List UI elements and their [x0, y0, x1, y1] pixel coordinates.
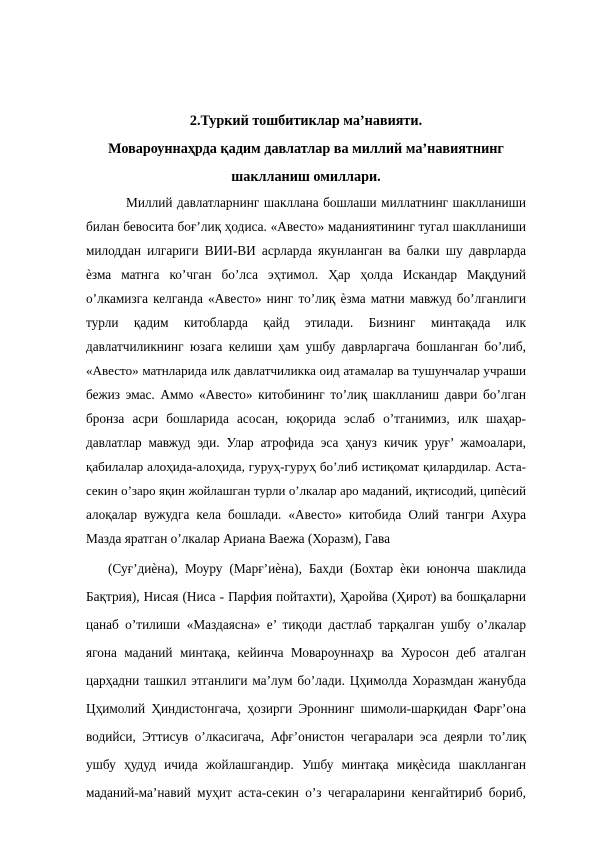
paragraph-1-line: Мазда яратган о’лкалар Ариана Ваежа (Хоразм), Гава	[86, 531, 391, 546]
paragraph-1-line: турли қадим китобларда қайд этилади. Бизнинг минтақада илк	[86, 315, 526, 330]
paragraph-1-line: Миллий давлатларнинг шаклланa бошлаши миллатнинг шаклланиши	[126, 195, 526, 210]
heading-line-1: 2.Туркий тошбитиклар ма’навияти.	[189, 113, 423, 129]
paragraph-1-line: бронза асри бошларида асосан, юқорида эслаб о’тганимиз, илк шаҳар-	[86, 411, 526, 426]
paragraph-2-line: цанаб о’тилиши «Маздаясна» е’ тиқоди дастлаб тарқалган ушбу о’лкалар	[86, 617, 526, 632]
paragraph-2-line: цаpҳадни ташкил этганлиги ма’лум бо’лади. Цҳимолда Хоразмдан жанубда	[86, 673, 526, 688]
paragraph-1-line: секин о’заро яқин жойлашган турли о’лкалар аро маданий, иқтисодий, ципѐсий	[86, 484, 526, 498]
paragraph-1-line: давлатчиликнинг юзага келиши ҳам ушбу даврларгача бошланган бо’либ,	[86, 339, 526, 354]
paragraph-2-line: водийси, Эттисув о’лкасигача, Афғ’онистон чегаралари эса деярли то’лиқ	[86, 729, 526, 744]
paragraph-2-line: Бақтрия), Нисая (Ниса - Парфия пойтахти), Ҳаройва (Ҳирот) ва бошқаларни	[86, 589, 526, 604]
paragraph-1-line: о’лкамизга келганда «Авесто» нинг то’лиқ ѐзма матни мавжуд бо’лганлиги	[86, 291, 526, 306]
paragraph-1-line: ѐзма матнга ко’чган бо’лса эҳтимол. Ҳар ҳолда Искандар Мақдуний	[86, 267, 526, 282]
heading-line-3: шаклланиш омиллари.	[231, 169, 381, 185]
paragraph-1-line: милоддан илгариги ВИИ-ВИ асрларда якунланган ва балки шу даврларда	[86, 243, 526, 258]
paragraph-2-line: ягона маданий минтақа, кейинча Мовароуннаҳр ва Хуросон деб аталган	[86, 645, 526, 660]
paragraph-1-line: давлатлар мавжуд эди. Улар атрофида эса ҳануз кичик уруғ’ жамоалари,	[86, 435, 526, 450]
paragraph-1-line: билан бевосита боғ’лиқ ҳодиса. «Авесто» маданиятининг тугал шаклланиши	[86, 219, 526, 234]
paragraph-1-line: алоқалар вужудга кела бошлади. «Авесто» китобида Олий тангри Ахура	[86, 507, 526, 522]
paragraph-2-line: Цҳимолий Ҳиндистонгача, ҳозирги Эроннинг шимоли-шарқидан Фарғ’она	[86, 701, 526, 716]
paragraph-1-line: бежиз эмас. Аммо «Авесто» китобининг то’лиқ шаклланиш даври бо’лган	[86, 387, 526, 402]
paragraph-2-line: (Суғ’диѐна), Моуру (Марғ’иѐна), Бахди (Бохтар ѐки юнонча шаклида	[108, 561, 526, 576]
paragraph-1-line: қабилалар алоҳида-алоҳида, гуруҳ-гуруҳ бо’либ истиқомат қилардилар. Аста-	[86, 459, 526, 474]
paragraph-2-line: ушбу ҳудуд ичида жойлашгандир. Ушбу минтақа миқѐсида шаклланган	[86, 757, 526, 772]
paragraph-1-line: «Авесто» матнларида илк давлатчиликка оид атамалар ва тушунчалар учраши	[86, 363, 526, 378]
heading-line-2: Мовароуннаҳрда қадим давлатлар ва миллий ма’навиятнинг	[108, 141, 504, 157]
paragraph-2-line: маданий-ма’навий муҳит аста-секин о’з чегараларини кенгайтириб бориб,	[86, 785, 526, 800]
